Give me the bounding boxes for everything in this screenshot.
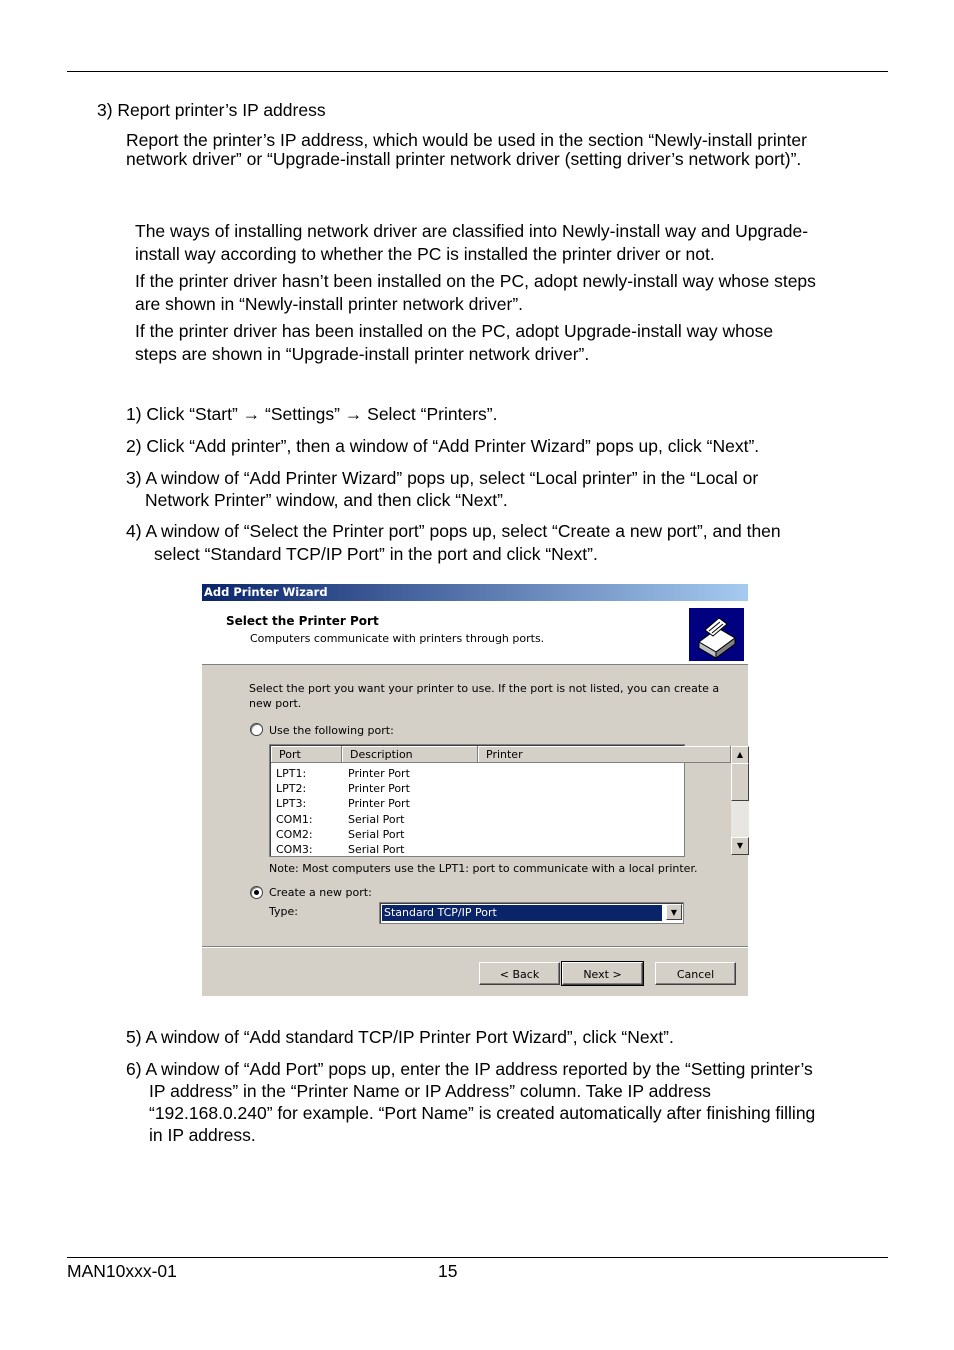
port-cell: COM1: [276,813,313,826]
port-cell: LPT3: [276,797,307,810]
section-body-line-1: Report the printer’s IP address, which would be used in the section “Newly-install printer [126,130,807,150]
step-3-line-1: 3) A window of “Add Printer Wizard” pops up, select “Local printer” in the “Local or [126,468,759,488]
cancel-button[interactable]: Cancel [655,962,736,985]
button-separator [202,946,748,948]
use-following-port-radio[interactable] [250,723,263,736]
port-list-row[interactable] [276,781,656,796]
dialog-header [202,601,748,665]
port-type-value: Standard TCP/IP Port [382,905,662,921]
step-1: 1) Click “Start” → “Settings” → Select “Printers”. [126,404,498,424]
description-cell: Printer Port [348,782,410,795]
description-column-header[interactable]: Description [342,746,478,763]
type-label: Type: [269,905,298,918]
printer-column-header[interactable]: Printer [478,746,731,763]
dialog-header-title: Select the Printer Port [226,614,379,628]
port-type-select[interactable] [379,902,684,924]
back-button[interactable]: < Back [479,962,560,985]
step-4-line-1: 4) A window of “Select the Printer port” pops up, select “Create a new port”, and then [126,521,781,541]
port-list-row[interactable] [276,796,656,811]
intro-p2-line-1: If the printer driver hasn’t been installed on the PC, adopt newly-install way whose steps [135,271,816,291]
footer-doc-id: MAN10xxx-01 [67,1261,177,1281]
port-cell: LPT1: [276,767,307,780]
scroll-up-icon[interactable]: ▲ [731,746,749,764]
step-6-line-2: IP address” in the “Printer Name or IP Address” column. Take IP address [149,1081,711,1101]
dialog-title: Add Printer Wizard [202,584,748,601]
instructions-line-1: Select the port you want your printer to use. If the port is not listed, you can create a [249,682,720,695]
intro-p1-line-1: The ways of installing network driver are classified into Newly-install way and Upgrade- [135,221,809,241]
create-new-port-radio[interactable] [250,886,263,899]
step-6-line-3: “192.168.0.240” for example. “Port Name” is created automatically after finishing filling [149,1103,816,1123]
description-cell: Printer Port [348,797,410,810]
port-list-row[interactable] [276,766,656,781]
port-column-header[interactable]: Port [271,746,342,763]
step-5: 5) A window of “Add standard TCP/IP Printer Port Wizard”, click “Next”. [126,1027,674,1047]
step-2: 2) Click “Add printer”, then a window of “Add Printer Wizard” pops up, click “Next”. [126,436,760,456]
port-cell: COM3: [276,843,313,856]
intro-p3-line-1: If the printer driver has been installed on the PC, adopt Upgrade-install way whose [135,321,774,341]
port-list-row[interactable] [276,812,656,827]
port-list-row[interactable] [276,842,656,857]
description-cell: Serial Port [348,813,405,826]
create-new-port-label[interactable]: Create a new port: [269,886,372,899]
intro-p3-line-2: steps are shown in “Upgrade-install printer network driver”. [135,344,590,364]
intro-p2-line-2: are shown in “Newly-install printer network driver”. [135,294,524,314]
header-rule [67,71,888,72]
scrollbar-thumb[interactable] [731,763,749,801]
step-6-line-1: 6) A window of “Add Port” pops up, enter the IP address reported by the “Setting printer’s [126,1059,813,1079]
port-list-scrollbar[interactable] [731,746,749,855]
port-cell: COM2: [276,828,313,841]
section-body-line-2: network driver” or “Upgrade-install printer network driver (setting driver’s network port)”. [126,149,802,169]
footer-page-number: 15 [438,1261,458,1281]
scroll-down-icon[interactable]: ▼ [731,837,749,855]
description-cell: Serial Port [348,843,405,856]
port-cell: LPT2: [276,782,307,795]
port-note: Note: Most computers use the LPT1: port to communicate with a local printer. [269,862,698,875]
instructions-line-2: new port. [249,697,302,710]
printer-icon [689,608,744,661]
port-list-row[interactable] [276,827,656,842]
dialog-header-subtitle: Computers communicate with printers through ports. [250,632,545,645]
add-printer-wizard-dialog [202,584,748,996]
description-cell: Serial Port [348,828,405,841]
next-button[interactable]: Next > [562,962,643,985]
use-following-port-label[interactable]: Use the following port: [269,724,394,737]
step-6-line-4: in IP address. [149,1125,256,1145]
chevron-down-icon[interactable]: ▼ [666,904,682,920]
description-cell: Printer Port [348,767,410,780]
section-heading: 3) Report printer’s IP address [97,100,326,120]
step-3-line-2: Network Printer” window, and then click “Next”. [145,490,508,510]
intro-p1-line-2: install way according to whether the PC is installed the printer driver or not. [135,244,715,264]
port-list[interactable] [269,744,744,857]
footer-rule [67,1257,888,1258]
step-4-line-2: select “Standard TCP/IP Port” in the port and click “Next”. [154,544,598,564]
